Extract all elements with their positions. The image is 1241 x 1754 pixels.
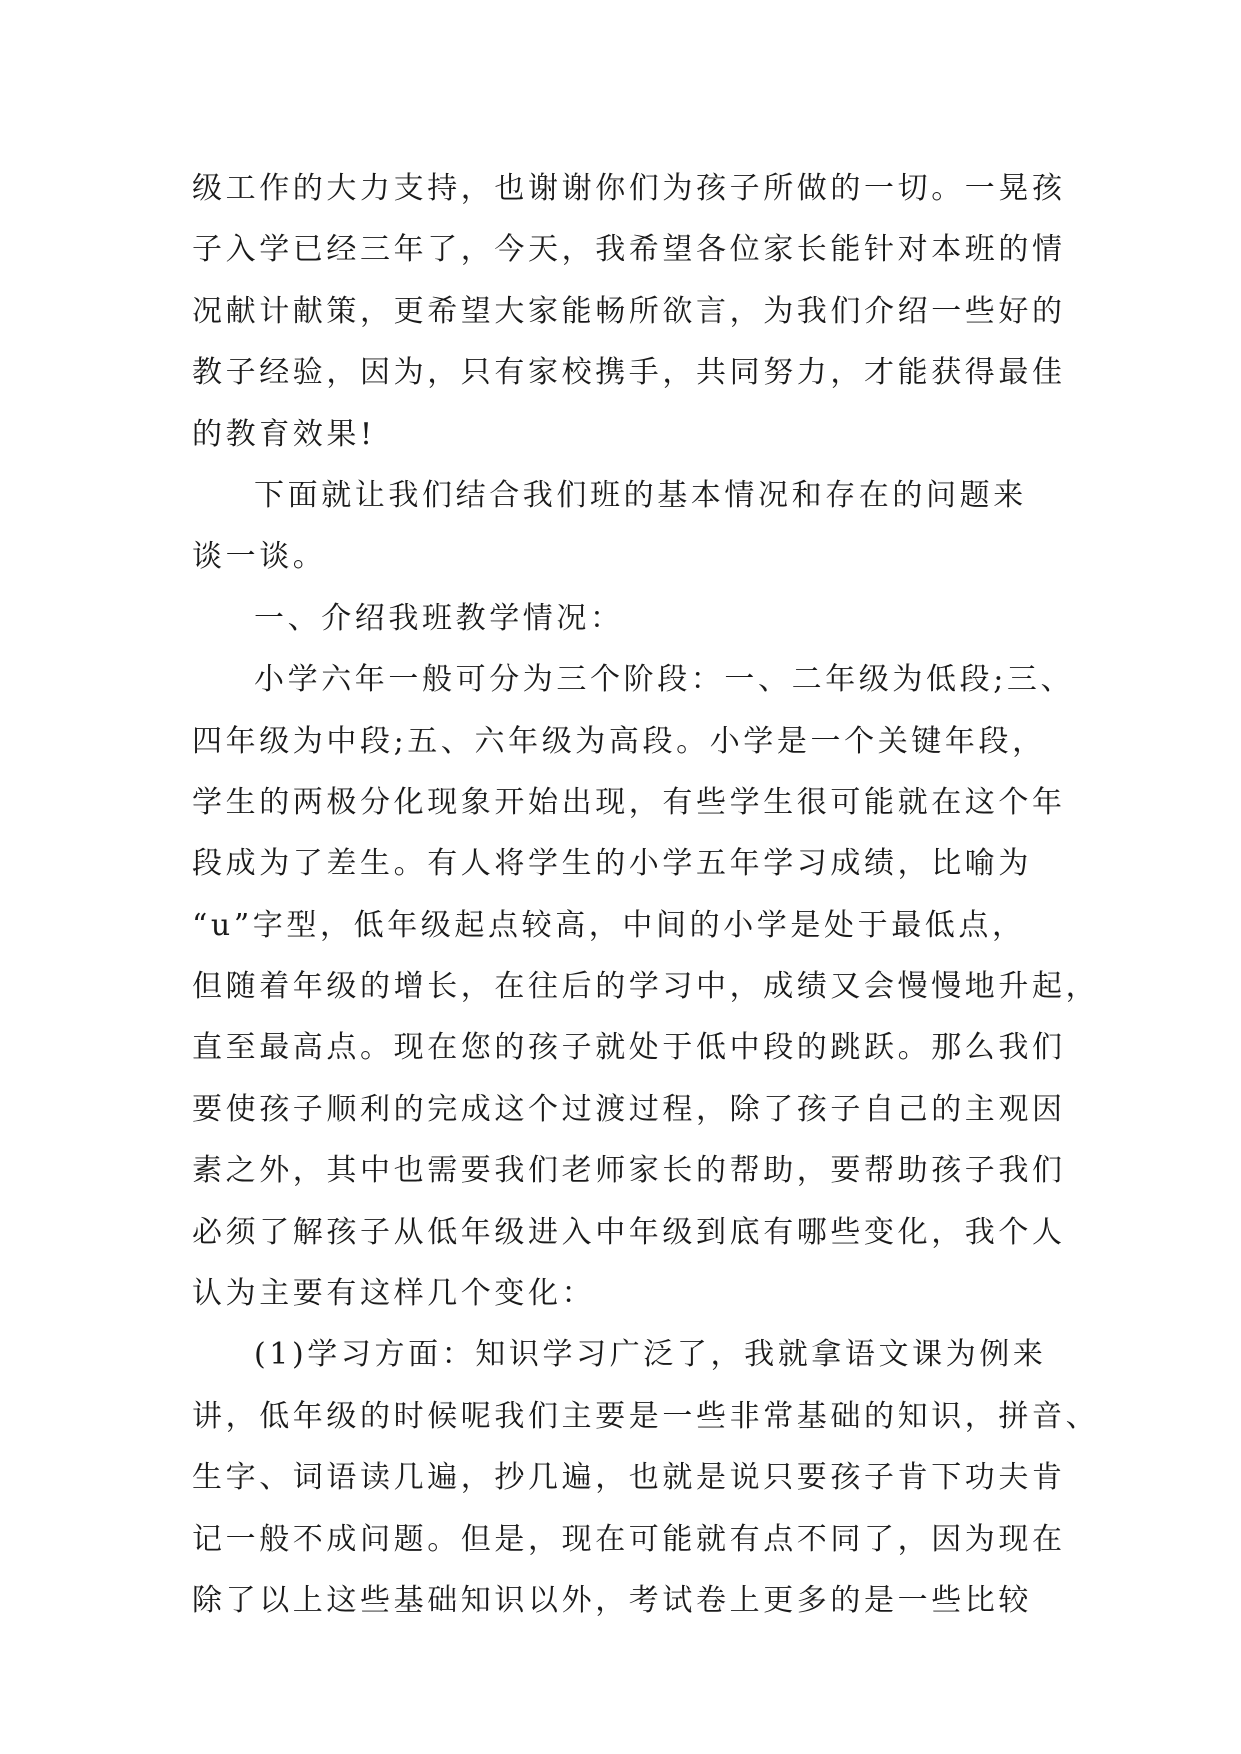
text-line: 必须了解孩子从低年级进入中年级到底有哪些变化，我个人: [192, 1214, 1066, 1250]
text-line: 学生的两极分化现象开始出现，有些学生很可能就在这个年: [192, 784, 1066, 820]
paragraph-first-line: 下面就让我们结合我们班的基本情况和存在的问题来: [254, 477, 1027, 513]
paragraph-first-line: 小学六年一般可分为三个阶段：一、二年级为低段;三、: [254, 662, 1075, 698]
text-line: 素之外，其中也需要我们老师家长的帮助，要帮助孩子我们: [192, 1153, 1066, 1189]
paragraph-first-line: (1)学习方面：知识学习广泛了，我就拿语文课为例来: [254, 1337, 1047, 1373]
text-line: 四年级为中段;五、六年级为高段。小学是一个关键年段，: [192, 723, 1046, 759]
text-line: 况献计献策，更希望大家能畅所欲言，为我们介绍一些好的: [192, 293, 1066, 329]
text-line: 的教育效果!: [192, 416, 376, 452]
body-text: [192, 158, 1100, 1631]
text-line: “u”字型，低年级起点较高，中间的小学是处于最低点，: [192, 907, 1026, 943]
text-line: 要使孩子顺利的完成这个过渡过程，除了孩子自己的主观因: [192, 1091, 1066, 1127]
paragraph-first-line: 一、介绍我班教学情况：: [254, 600, 624, 636]
text-line: 子入学已经三年了，今天，我希望各位家长能针对本班的情: [192, 232, 1066, 268]
text-line: 生字、词语读几遍，抄几遍，也就是说只要孩子肯下功夫肯: [192, 1460, 1066, 1496]
text-line: 除了以上这些基础知识以外，考试卷上更多的是一些比较: [192, 1582, 1032, 1618]
text-line: 记一般不成问题。但是，现在可能就有点不同了，因为现在: [192, 1521, 1066, 1557]
text-line: 级工作的大力支持，也谢谢你们为孩子所做的一切。一晃孩: [192, 171, 1066, 206]
text-line: 谈一谈。: [192, 539, 327, 575]
text-line: 教子经验，因为，只有家校携手，共同努力，才能获得最佳: [192, 355, 1066, 391]
text-line: 直至最高点。现在您的孩子就处于低中段的跳跃。那么我们: [192, 1030, 1066, 1066]
text-line: 认为主要有这样几个变化：: [192, 1276, 596, 1312]
text-line: 段成为了差生。有人将学生的小学五年学习成绩，比喻为: [192, 846, 1032, 882]
text-line: 但随着年级的增长，在往后的学习中，成绩又会慢慢地升起，: [192, 969, 1100, 1005]
text-line: 讲，低年级的时候呢我们主要是一些非常基础的知识，拼音、: [192, 1398, 1100, 1434]
